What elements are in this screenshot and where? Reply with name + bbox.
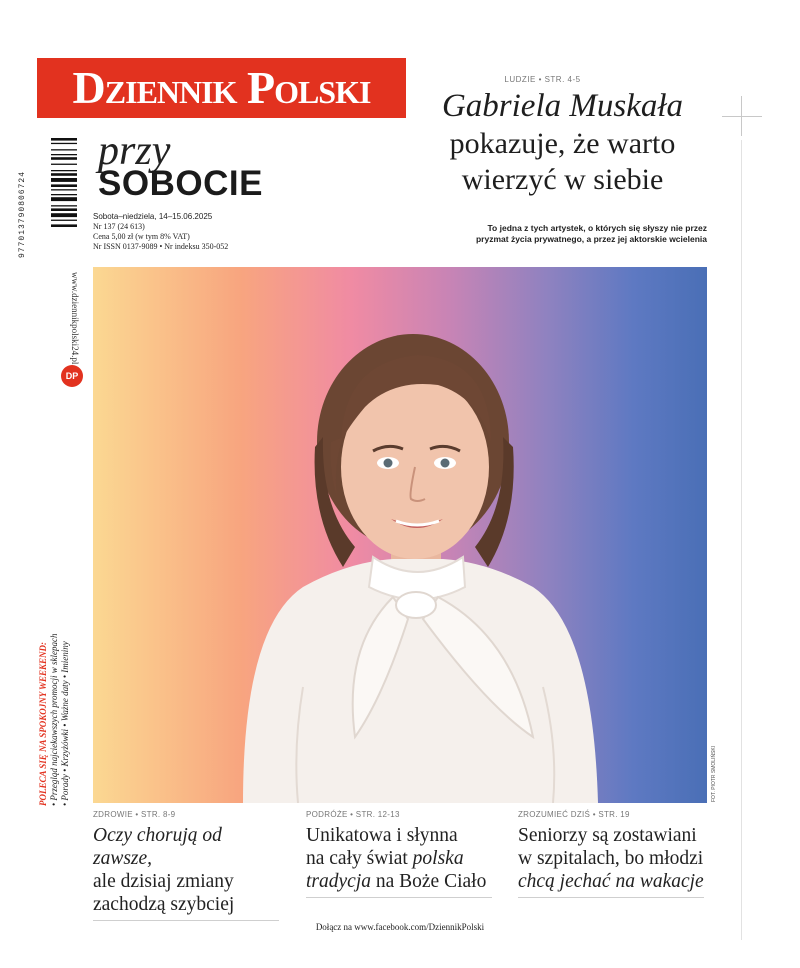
barcode-number: 977013790806724 [18,170,27,258]
promo-heading: POLECA SIĘ NA SPOKOJNY WEEKEND: [38,641,48,806]
teaser-line-1: Oczy chorują od zawsze, [93,825,222,869]
portrait-illustration [93,267,707,803]
teaser-divider [306,897,492,898]
promo-line-2: • Porady • Krzyżówki • Ważne daty • Imieniny [60,641,70,806]
teaser-line-1: Unikatowa i słynna [306,825,458,846]
teaser-line-2b: polska [412,848,464,869]
teaser-line-3: zachodzą szybciej [93,894,235,915]
dp-logo-badge: DP [61,365,83,387]
teaser-line-3b: na Boże Ciało [370,871,487,892]
supplement-script-title: przy [98,128,171,174]
teaser-kicker: ZROZUMIEĆ DZIŚ • STR. 19 [518,810,630,819]
cover-photo [93,267,707,803]
facebook-footer[interactable]: Dołącz na www.facebook.com/DziennikPolski [315,922,485,932]
masthead[interactable] [37,58,406,118]
crop-mark-horizontal [722,116,762,117]
lead-headline-name[interactable]: Gabriela Muskała [441,88,684,124]
lead-intro-line-1: To jedna z tych artystek, o których się słyszy nie przez [487,223,707,233]
lead-kicker: LUDZIE • STR. 4-5 [504,75,581,84]
teaser-kicker: PODRÓŻE • STR. 12-13 [306,810,400,819]
website-url[interactable]: www.dziennikpolski24.pl [70,272,80,365]
teaser-understand-today[interactable] [518,810,704,898]
issue-price: Cena 5,00 zł (w tym 8% VAT) [93,232,190,241]
photo-credit: FOT. PIOTR SMOLIŃSKI [711,745,717,802]
lead-intro-line-2: pryzmat życia prywatnego, a przez jej aktorskie wcielenia [475,234,707,244]
teaser-headline [518,824,704,893]
teaser-headline [93,824,279,916]
teaser-divider [93,920,279,921]
lead-headline-line-3[interactable]: wierzyć w siebie [461,163,664,196]
teaser-kicker: ZDROWIE • STR. 8-9 [93,810,176,819]
promo-line-1: • Przegląd najciekawszych promocji w sklepach [49,633,59,806]
lead-headline-line-2[interactable]: pokazuje, że warto [449,127,676,160]
teaser-headline [306,824,492,893]
issue-date: Sobota–niedziela, 14–15.06.2025 [93,212,213,221]
crop-mark-vertical [741,96,742,136]
issue-number: Nr 137 (24 613) [93,222,145,231]
teaser-divider [518,897,704,898]
supplement-bold-title: SOBOCIE [98,164,263,203]
barcode [41,138,77,256]
masthead-title: Dziennik Polski [72,62,371,113]
weekend-promo [38,626,71,806]
teaser-travel[interactable] [306,810,492,898]
lead-intro [440,223,707,245]
right-margin-rule [741,140,742,940]
teaser-line-3: chcą jechać na wakacje [518,871,704,892]
teaser-line-2a: na cały świat [306,848,413,869]
teaser-line-1: Seniorzy są zostawiani [518,825,697,846]
teaser-line-2: w szpitalach, bo młodzi [518,848,704,869]
teaser-health[interactable] [93,810,279,921]
issue-issn: Nr ISSN 0137-9089 • Nr indeksu 350-052 [93,242,229,251]
teaser-line-2: ale dzisiaj zmiany [93,871,234,892]
teaser-line-3a: tradycja [306,871,371,892]
